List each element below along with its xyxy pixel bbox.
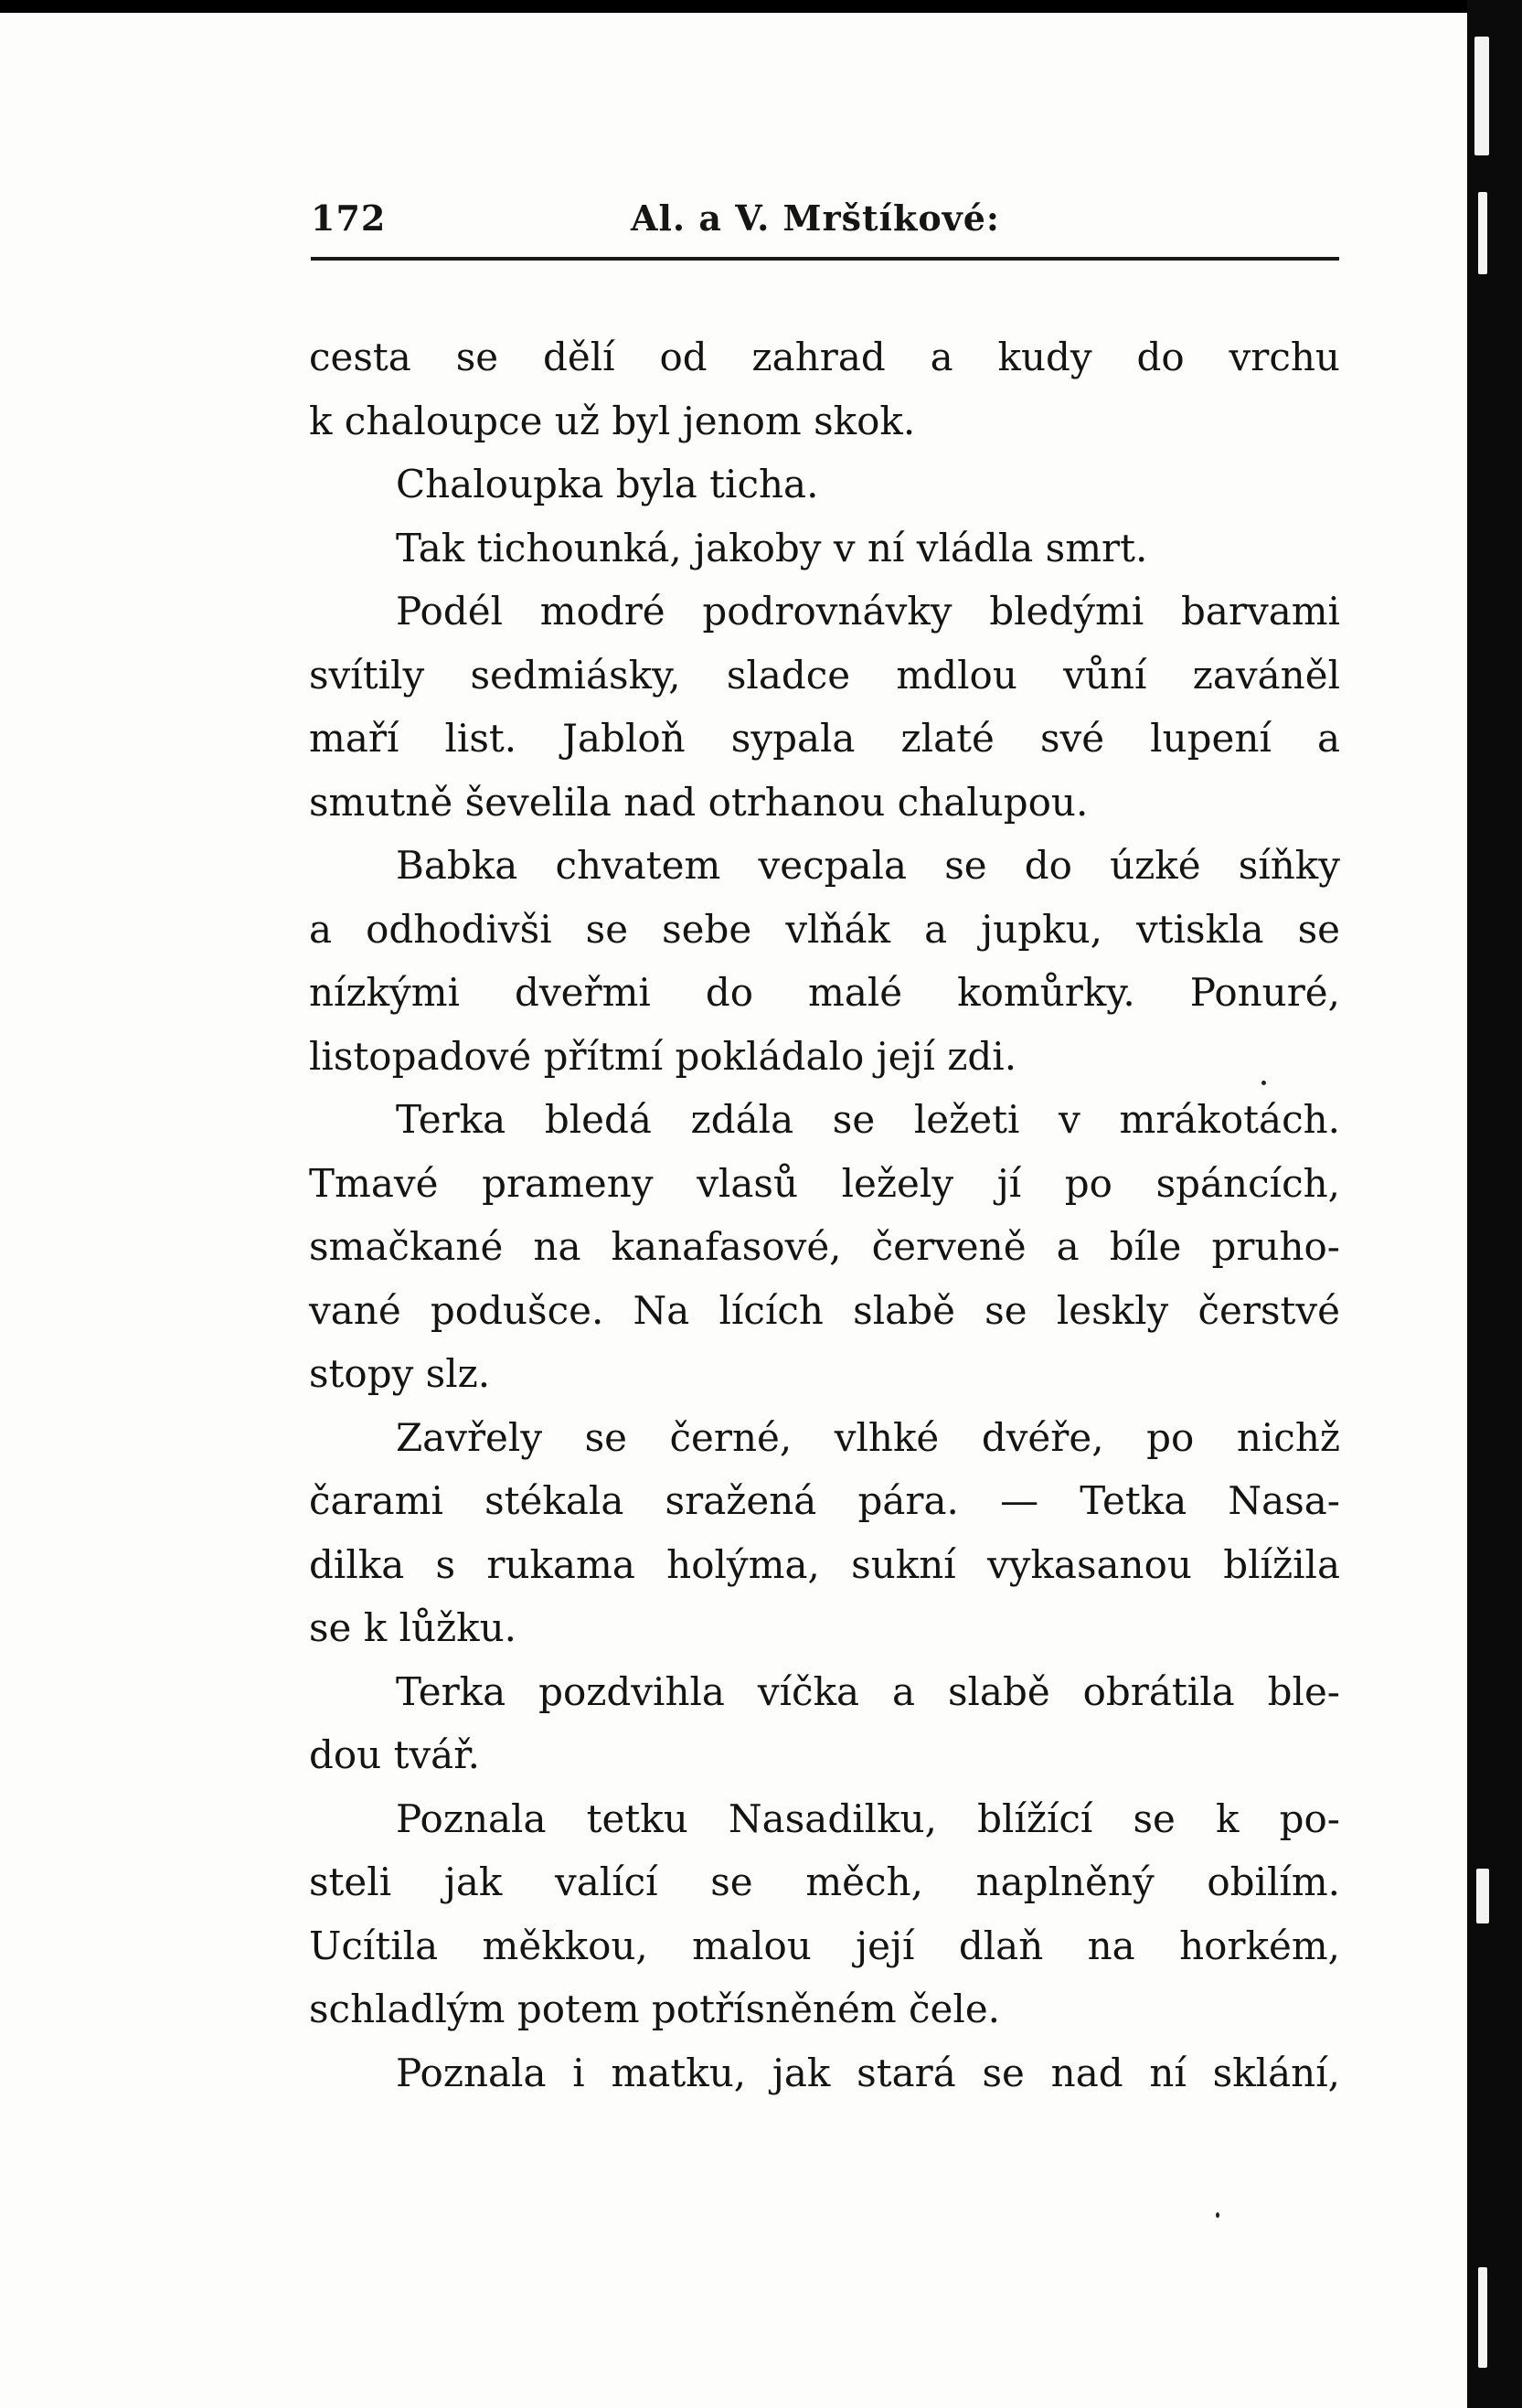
page-number: 172 xyxy=(311,197,387,239)
scan-edge-mark xyxy=(1478,2267,1487,2368)
text-line: smutně ševelila nad otrhanou chalupou. xyxy=(309,779,1089,825)
book-page xyxy=(0,13,1467,2408)
text-line: listopadové přítmí pokládalo její zdi. xyxy=(309,1033,1017,1079)
text-line: stopy slz. xyxy=(309,1351,491,1396)
text-line: vané podušce. Na lících slabě se leskly čerstvé xyxy=(309,1287,1340,1333)
paper-speck xyxy=(1261,1081,1266,1085)
text-line: čarami stékala sražená pára. — Tetka Nasa- xyxy=(309,1478,1340,1523)
text-line: smačkané na kanafasové, červeně a bíle pruho- xyxy=(309,1224,1340,1269)
text-line: Poznala tetku Nasadilku, blížící se k po- xyxy=(396,1795,1340,1841)
scan-edge-mark xyxy=(1476,1869,1489,1923)
text-line: cesta se dělí od zahrad a kudy do vrchu xyxy=(309,335,1340,379)
text-line: dilka s rukama holýma, sukní vykasanou blížila xyxy=(309,1541,1340,1587)
text-line: Terka pozdvihla víčka a slabě obrátila ble- xyxy=(396,1668,1340,1714)
scan-edge xyxy=(1467,0,1522,2408)
text-line: Poznala i matku, jak stará se nad ní sklání, xyxy=(396,2050,1340,2095)
paper-speck xyxy=(1216,2212,1219,2218)
text-line: dou tvář. xyxy=(309,1732,481,1777)
text-line: Terka bledá zdála se ležeti v mrákotách. xyxy=(396,1097,1340,1142)
text-line: Tmavé prameny vlasů ležely jí po spáncích, xyxy=(309,1160,1340,1206)
text-line: steli jak valící se měch, naplněný obilím. xyxy=(309,1859,1340,1904)
text-line: se k lůžku. xyxy=(309,1605,517,1650)
text-line: Podél modré podrovnávky bledými barvami xyxy=(396,589,1340,634)
text-line: Zavřely se černé, vlhké dvéře, po nichž xyxy=(396,1414,1340,1460)
text-line: Tak tichounká, jakoby v ní vládla smrt. xyxy=(396,525,1148,570)
text-line: Babka chvatem vecpala se do úzké síňky xyxy=(396,843,1340,888)
text-line: svítily sedmiásky, sladce mdlou vůní zaváněl xyxy=(309,652,1340,698)
text-line: schladlým potem potřísněném čele. xyxy=(309,1987,1001,2031)
header-rule xyxy=(311,257,1339,261)
text-line: Chaloupka byla ticha. xyxy=(396,462,819,506)
text-line: Ucítila měkkou, malou její dlaň na horkém, xyxy=(309,1923,1340,1968)
page-header xyxy=(311,188,1339,243)
text-line: maří list. Jabloň sypala zlaté své lupení a xyxy=(309,716,1340,761)
running-title: Al. a V. Mrštíkové: xyxy=(631,197,1000,239)
text-line: nízkými dveřmi do malé komůrky. Ponuré, xyxy=(309,970,1340,1015)
text-line: k chaloupce už byl jenom skok. xyxy=(309,398,916,443)
body-text xyxy=(309,325,1340,2104)
scan-edge-mark xyxy=(1478,192,1487,274)
scan-edge-mark xyxy=(1474,37,1489,155)
text-line: a odhodivši se sebe vlňák a jupku, vtiskla se xyxy=(309,906,1340,952)
